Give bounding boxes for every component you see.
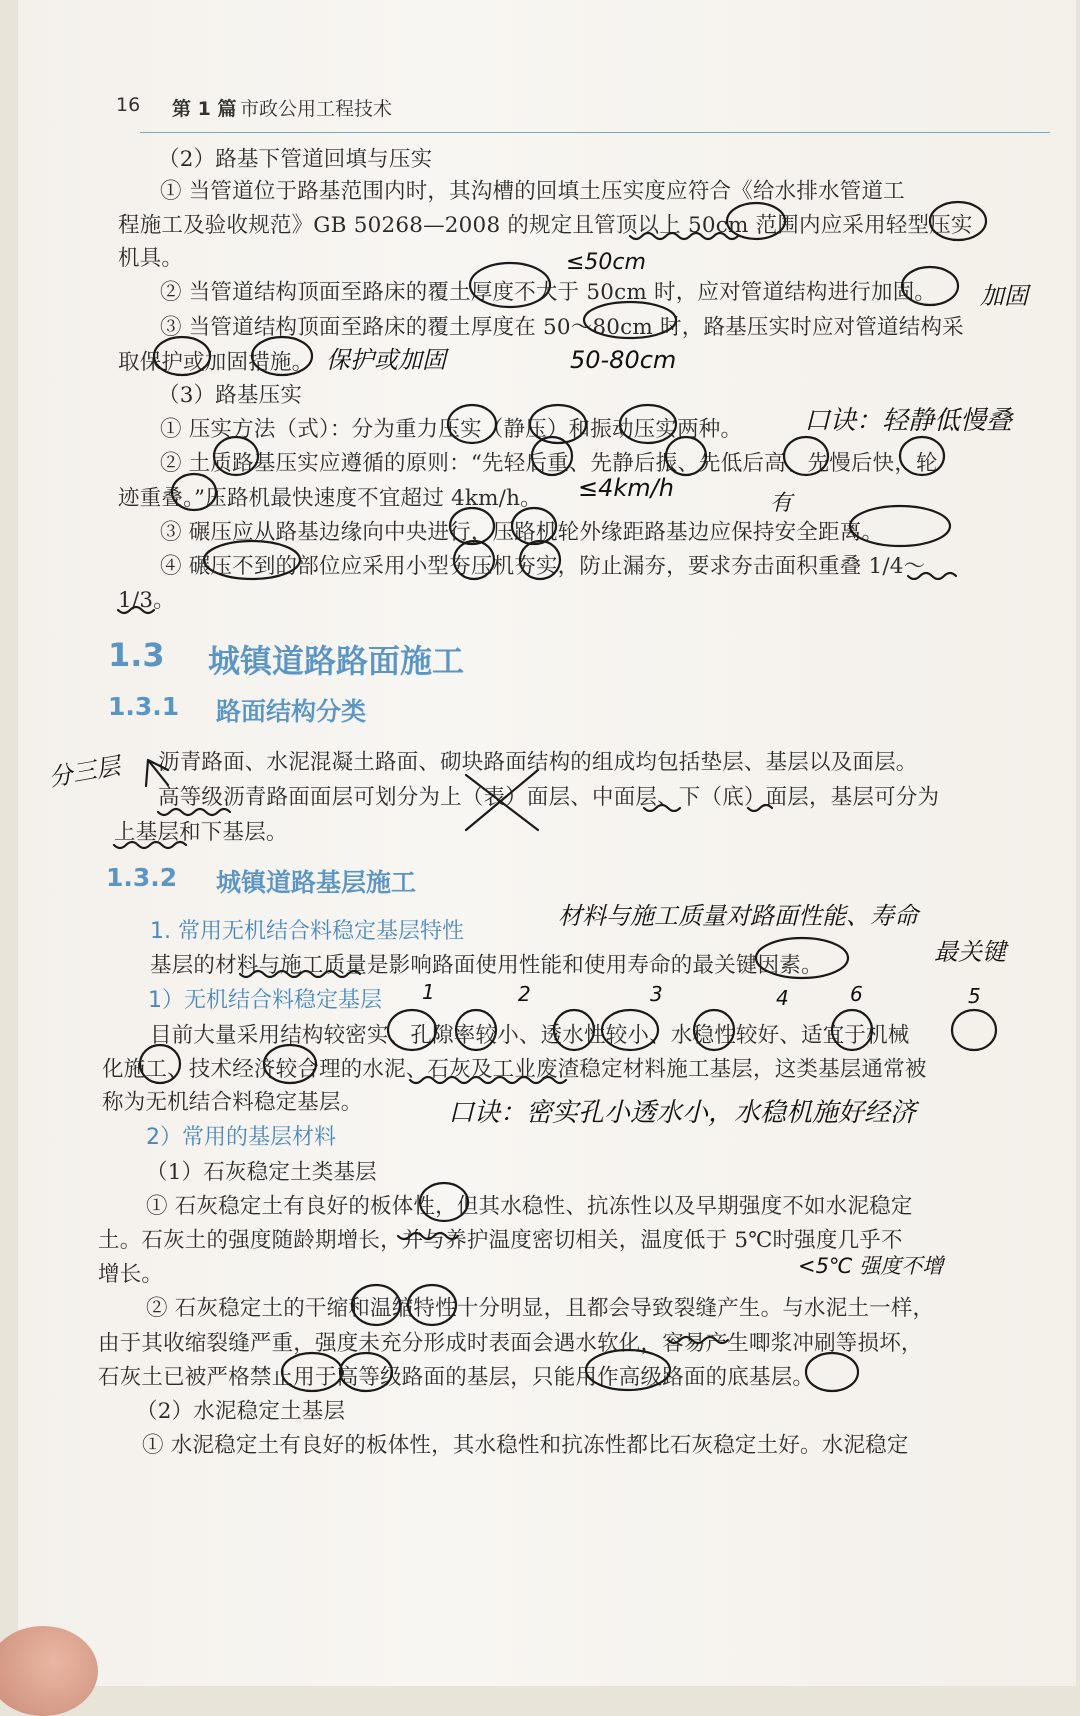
text-line: （1）石灰稳定土类基层 (146, 1160, 377, 1185)
handwritten-number: 1 (422, 980, 435, 1004)
handwritten-note: ≤4km/h (578, 474, 674, 502)
text-line: ② 石灰稳定土的干缩和温缩特性十分明显，且都会导致裂缝产生。与水泥土一样， (146, 1296, 935, 1321)
running-title: 市政公用工程技术 (240, 98, 393, 120)
handwritten-note: <5℃ 强度不增 (798, 1254, 944, 1278)
subheading: 1. 常用无机结合料稳定基层特性 (150, 919, 464, 944)
subsection-number: 1.3.2 (106, 863, 178, 892)
handwritten-note: 有 (770, 491, 793, 516)
text-line: ③ 碾压应从路基边缘向中央进行，压路机轮外缘距路基边应保持安全距离。 (160, 520, 884, 545)
subsection-title: 路面结构分类 (216, 697, 367, 726)
text-line: 目前大量采用结构较密实、孔隙率较小、透水性较小、水稳性较好、适宜于机械 (150, 1023, 910, 1048)
handwritten-number: 2 (518, 982, 531, 1006)
header-rule (140, 132, 1050, 133)
text-line: ② 当管道结构顶面至路床的覆土厚度不大于 50cm 时，应对管道结构进行加固。 (160, 280, 937, 305)
text-line: （2）水泥稳定土基层 (136, 1399, 346, 1424)
text-line: 沥青路面、水泥混凝土路面、砌块路面结构的组成均包括垫层、基层以及面层。 (158, 750, 918, 775)
text-line: 上基层和下基层。 (114, 820, 288, 845)
text-line: 程施工及验收规范》GB 50268—2008 的规定且管顶以上 50cm 范围内应采用轻型压实 (118, 213, 973, 238)
text-line: 1/3。 (118, 588, 175, 613)
handwritten-note: 50-80cm (570, 346, 677, 374)
text-line: （2）路基下管道回填与压实 (158, 147, 433, 172)
text-line: ① 石灰稳定土有良好的板体性，但其水稳性、抗冻性以及早期强度不如水泥稳定 (146, 1194, 913, 1219)
text-line: 由于其收缩裂缝严重，强度未充分形成时表面会遇水软化，容易产生唧浆冲刷等损坏， (98, 1331, 923, 1356)
text-line: ① 当管道位于路基范围内时，其沟槽的回填土压实度应符合《给水排水管道工 (160, 179, 905, 204)
finger (0, 1626, 98, 1716)
text-line: ② 土质路基压实应遵循的原则：“先轻后重、先静后振、先低后高、先慢后快，轮 (160, 451, 938, 476)
handwritten-number: 4 (776, 986, 789, 1010)
textbook-page (18, 0, 1076, 1686)
text-line: ③ 当管道结构顶面至路床的覆土厚度在 50～80cm 时，路基压实时应对管道结构采 (160, 315, 964, 340)
text-line: 土。石灰土的强度随龄期增长，并与养护温度密切相关，温度低于 5℃时强度几乎不 (98, 1228, 903, 1253)
subsection-title: 城镇道路基层施工 (216, 868, 417, 897)
text-line: 化施工、技术经济较合理的水泥、石灰及工业废渣稳定材料施工基层，这类基层通常被 (102, 1057, 927, 1082)
handwritten-number: 6 (850, 982, 863, 1006)
text-line: 取保护或加固措施。 (118, 350, 314, 375)
subheading: 2）常用的基层材料 (146, 1125, 336, 1150)
section-title: 城镇道路路面施工 (208, 642, 465, 680)
text-line: 称为无机结合料稳定基层。 (102, 1090, 363, 1115)
handwritten-note: 口诀：轻静低慢叠 (804, 406, 1013, 436)
ink-circle (952, 1010, 996, 1050)
text-line: 增长。 (98, 1262, 164, 1287)
handwritten-note: ≤50cm (566, 250, 646, 275)
handwritten-number: 5 (968, 984, 981, 1008)
subheading: 1）无机结合料稳定基层 (148, 988, 382, 1013)
handwritten-note: 分三层 (46, 751, 123, 793)
handwritten-note: 保护或加固 (326, 346, 446, 374)
text-line: ① 水泥稳定土有良好的板体性，其水稳性和抗冻性都比石灰稳定土好。水泥稳定 (142, 1433, 909, 1458)
part-label: 第 1 篇 (172, 98, 237, 120)
handwritten-note: 最关键 (934, 938, 1006, 966)
text-line: ① 压实方法（式）：分为重力压实（静压）和振动压实两种。 (160, 417, 743, 442)
text-line: ④ 碾压不到的部位应采用小型夯压机夯实，防止漏夯，要求夯击面积重叠 1/4～ (160, 554, 926, 579)
handwritten-note: 口诀：密实孔小透水小，水稳机施好经济 (448, 1098, 917, 1128)
handwritten-number: 3 (650, 982, 663, 1006)
handwritten-note: 加固 (980, 282, 1028, 310)
text-line: 迹重叠。”压路机最快速度不宜超过 4km/h。 (118, 486, 542, 511)
section-number: 1.3 (108, 636, 165, 674)
text-line: （3）路基压实 (158, 383, 303, 408)
subsection-number: 1.3.1 (108, 692, 180, 721)
text-line: 石灰土已被严格禁止用于高等级路面的基层，只能用作高级路面的底基层。 (98, 1365, 815, 1390)
handwritten-note: 材料与施工质量对路面性能、寿命 (558, 902, 918, 930)
text-line: 基层的材料与施工质量是影响路面使用性能和使用寿命的最关键因素。 (150, 953, 823, 978)
text-line: 高等级沥青路面面层可划分为上（表）面层、中面层、下（底）面层，基层可分为 (158, 785, 940, 810)
page-number: 16 (116, 94, 141, 116)
text-line: 机具。 (118, 246, 184, 271)
